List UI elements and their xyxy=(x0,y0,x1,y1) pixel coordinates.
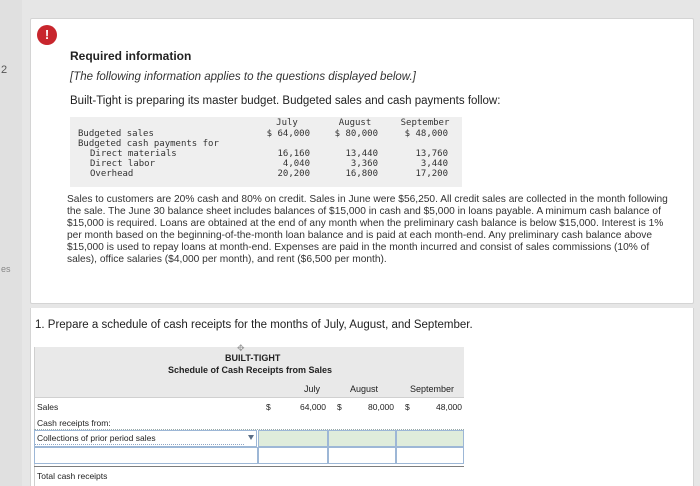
budget-sales-august: $ 80,000 xyxy=(334,129,378,139)
budget-sales-july: $ 64,000 xyxy=(266,129,310,139)
budget-cell: 16,800 xyxy=(345,169,378,179)
assumptions-paragraph: Sales to customers are 20% cash and 80% on credit. Sales in June were $56,250. All credit sales are collected in the month following the sale. The June 30 balance sheet includes balances of $15,000 in cash and $5,000 in loans payable. A minimum cash balance of $15,000 is required. Loans are obtained at the end of any month when the preliminary cash balance is below $15,000. Interest is 1% per month based on the beginning-of-the-month loan balance and is paid at each month-end. Any preliminary cash balance above $15,000 is used to repay loans at month-end. Expenses are paid in the month incurred and consist of sales commissions (10% of sales), office salaries ($4,000 per month), and rent ($6,500 per month). xyxy=(67,194,668,266)
total-label: Total cash receipts xyxy=(37,471,108,481)
column-september: September xyxy=(409,384,454,394)
company-logo-icon: ✥ xyxy=(237,343,245,353)
blank-row-july-input[interactable] xyxy=(258,447,328,464)
budget-cell: 13,760 xyxy=(415,149,448,159)
budget-cell: 13,440 xyxy=(345,149,378,159)
budget-cell: 4,040 xyxy=(282,159,310,169)
sales-july: 64,000 xyxy=(300,402,326,412)
select-underline xyxy=(35,444,244,445)
budget-cell: 3,440 xyxy=(420,159,448,169)
left-gutter xyxy=(0,0,22,486)
budget-payments-label: Budgeted cash payments for xyxy=(78,139,219,149)
budget-header-august: August xyxy=(338,118,372,128)
budget-sales-september: $ 48,000 xyxy=(404,129,448,139)
sales-september: 48,000 xyxy=(436,402,462,412)
budget-header-september: September xyxy=(400,118,450,128)
dollar-sign: $ xyxy=(405,402,410,412)
collections-september-input[interactable] xyxy=(396,430,464,447)
info-subtitle: [The following information applies to the questions displayed below.] xyxy=(70,71,416,83)
budget-row-label: Direct labor xyxy=(90,159,156,169)
info-intro: Built-Tight is preparing its master budget. Budgeted sales and cash payments follow: xyxy=(70,95,501,107)
info-title: Required information xyxy=(70,49,192,63)
sales-august: 80,000 xyxy=(368,402,394,412)
budget-row-label: Overhead xyxy=(90,169,134,179)
chevron-down-icon xyxy=(248,435,254,440)
budget-cell: 20,200 xyxy=(277,169,310,179)
cash-receipts-label: Cash receipts from: xyxy=(37,418,111,428)
budget-cell: 17,200 xyxy=(415,169,448,179)
question-text: 1. Prepare a schedule of cash receipts for the months of July, August, and September. xyxy=(35,319,473,331)
dollar-sign: $ xyxy=(337,402,342,412)
budget-header-july: July xyxy=(276,118,298,128)
budget-cell: 3,360 xyxy=(350,159,378,169)
blank-row-label-input[interactable] xyxy=(34,447,258,464)
row-divider xyxy=(34,397,464,398)
budget-sales-label: Budgeted sales xyxy=(78,129,154,139)
column-july: July xyxy=(303,384,320,394)
budget-table xyxy=(70,117,462,187)
column-august: August xyxy=(349,384,378,394)
collections-label: Collections of prior period sales xyxy=(37,433,156,443)
alert-icon: ! xyxy=(37,25,57,45)
blank-row-september-input[interactable] xyxy=(396,447,464,464)
schedule-title: Schedule of Cash Receipts from Sales xyxy=(168,365,333,375)
dollar-sign: $ xyxy=(266,402,271,412)
gutter-number: 2 xyxy=(1,64,8,76)
company-name: BUILT-TIGHT xyxy=(225,353,281,363)
collections-august-input[interactable] xyxy=(328,430,396,447)
budget-row-label: Direct materials xyxy=(90,149,177,159)
gutter-label: es xyxy=(1,264,11,274)
blank-row-august-input[interactable] xyxy=(328,447,396,464)
collections-july-input[interactable] xyxy=(258,430,328,447)
sales-label: Sales xyxy=(37,402,59,412)
budget-cell: 16,160 xyxy=(277,149,310,159)
